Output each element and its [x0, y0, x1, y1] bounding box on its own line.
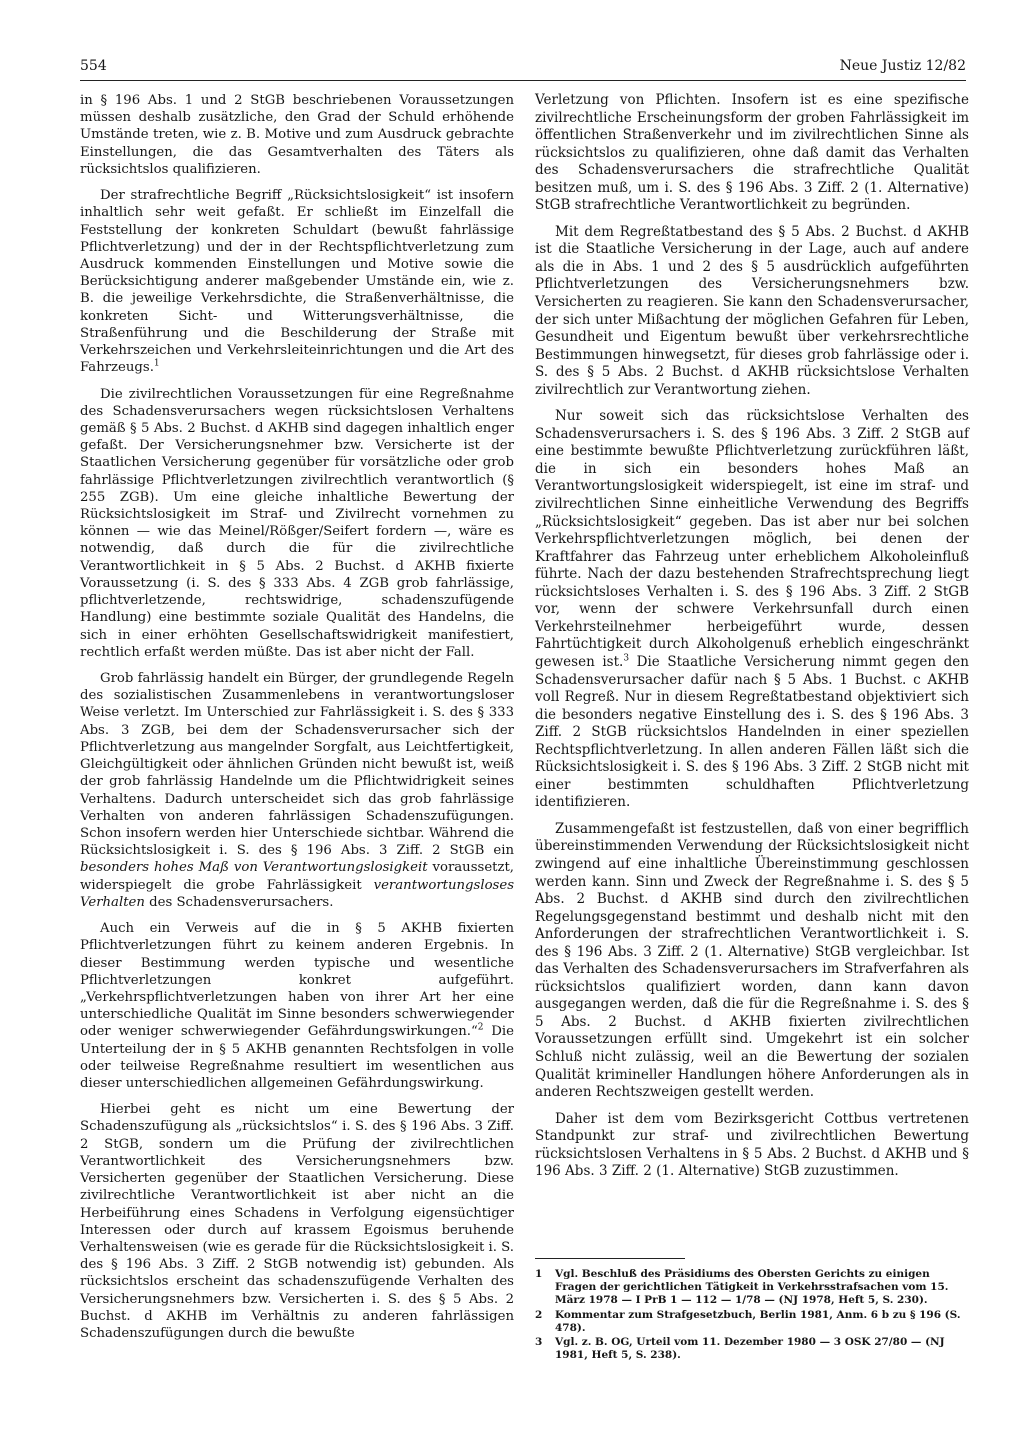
paragraph [80, 670, 514, 911]
emphasis: besonders hohes Maß von Verantwortungslosigkeit [80, 860, 428, 876]
paragraph-text: Grob fahrlässig handelt ein Bürger, der grundlegende Regeln des sozialistischen Zusammenlebens in verantwortungsloser Weise verletzt. Im Unterschied zur Fahrlässigkeit i. S. des § 333 Abs. 3 ZGB, bei dem der Schadensverursacher sich der Pflichtverletzung aus mangelnder Sorgfalt, aus Leichtfertigkeit, Gleichgültigkeit oder ähnlichen Gründen nicht bewußt ist, weiß der grob fahrlässig Handelnde um die Pflichtwidrigkeit seines Verhaltens. Dadurch unterscheidet sich das grob fahrlässige Verhalten von anderen fahrlässigen Schadenszufügungen. Schon insofern werden hier Unterschiede sichtbar. Während die Rücksichtslosigkeit i. S. des § 196 Abs. 3 Ziff. 2 StGB ein [80, 671, 514, 859]
paragraph: Daher ist dem vom Bezirksgericht Cottbus vertretenen Standpunkt zur straf- und zivilrechtlichen Bewertung rücksichtslosen Verhaltens in § 5 Abs. 2 Buchst. d AKHB und § 196 Abs. 3 Ziff. 2 (1. Alternative) StGB zuzustimmen. [535, 1110, 969, 1180]
footnote [535, 1268, 967, 1308]
footnote-text: Vgl. Beschluß des Präsidiums des Obersten Gerichts zu einigen Fragen der gerichtlichen Tätigkeit in Verkehrsstrafsachen vom 15. März 1978 — I PrB 1 — 112 — 1/78 — (NJ 1978, Heft 5, S. 230). [555, 1268, 949, 1307]
paragraph: Mit dem Regreßtatbestand des § 5 Abs. 2 Buchst. d AKHB ist die Staatliche Versicherung in der Lage, auch auf andere als die in Abs. 1 und 2 des § 5 ausdrücklich aufgeführten Pflichtverletzungen des Versicherungsnehmers bzw. Versicherten zu reagieren. Sie kann den Schadensverursacher, der sich unter Mißachtung der möglichen Gefahren für Leben, Gesundheit und Eigentum bewußt über verkehrsrechtliche Bestimmungen hinwegsetzt, für dieses grob fahrlässige oder i. S. des § 5 Abs. 2 Buchst. d AKHB rücksichtslose Verhalten zivilrechtlich zur Verantwortung ziehen. [535, 223, 969, 398]
paragraph-text: Die Unterteilung der in § 5 AKHB genannten Rechtsfolgen in volle oder teilweise Regreßnahme resultiert im wesentlichen aus dieser unterschiedlichen allgemeinen Gefährdungswirkung. [80, 1024, 514, 1092]
footnote-ref: 3 [623, 653, 630, 664]
paragraph: Zusammengefaßt ist festzustellen, daß von einer begrifflich übereinstimmenden Verwendung der Rücksichtslosigkeit nicht zwingend auf eine inhaltliche Übereinstimmung geschlossen werden kann. Sinn und Zweck der Regreßnahme i. S. des § 5 Abs. 2 Buchst. d AKHB sind durch den zivilrechtlichen Regelungsgegenstand bestimmt und deshalb nicht mit den Anforderungen der strafrechtlichen Verantwortlichkeit i. S. des § 196 Abs. 3 Ziff. 2 (1. Alternative) StGB vergleichbar. Ist das Verhalten des Schadensverursachers im Strafverfahren als rücksichtslos qualifiziert worden, dann kann davon ausgegangen werden, daß die für die Regreßnahme i. S. des § 5 Abs. 2 Buchst. d AKHB fixierten zivilrechtlichen Voraussetzungen erfüllt sind. Umgekehrt ist ein solcher Schluß nicht zulässig, weil an die Bewertung der sozialen Qualität krimineller Handlungen höhere Anforderungen als in anderen Rechtszweigen gestellt werden. [535, 820, 969, 1101]
paragraph [80, 187, 514, 376]
emphasis: verantwortungsloses Verhalten [80, 877, 514, 910]
footnote [535, 1309, 967, 1335]
left-column [80, 92, 514, 1351]
paragraph: Verletzung von Pflichten. Insofern ist es eine spezifische zivilrechtliche Erscheinungsform der groben Fahrlässigkeit im öffentlichen Straßenverkehr und im zivilrechtlichen Sinne als rücksichtslos zu qualifizieren, ohne daß damit das Verhalten des Schadensverursachers die strafrechtliche Qualität besitzen muß, um i. S. des § 196 Abs. 3 Ziff. 2 (1. Alternative) StGB strafrechtliche Verantwortlichkeit zu begründen. [535, 92, 969, 214]
paragraph: Die zivilrechtlichen Voraussetzungen für eine Regreßnahme des Schadensverursachers wegen rücksichtslosen Verhaltens gemäß § 5 Abs. 2 Buchst. d AKHB sind dagegen inhaltlich enger gefaßt. Der Versicherungsnehmer bzw. Versicherte ist der Staatlichen Versicherung gegenüber für vorsätzliche oder grob fahrlässige Pflichtverletzungen zivilrechtlich verantwortlich (§ 255 ZGB). Um eine gleiche inhaltliche Bewertung der Rücksichtslosigkeit im Straf- und Zivilrecht vornehmen zu können — wie das Meinel/Rößger/Seifert fordern —, wäre es notwendig, daß durch die für die zivilrechtliche Verantwortlichkeit in § 5 Abs. 2 Buchst. d AKHB fixierte Voraussetzung (i. S. des § 333 Abs. 4 ZGB grob fahrlässige, pflichtverletzende, rechtswidrige, schadenszufügende Handlung) eine bestimmte soziale Qualität des Handelns, die sich in einer erhöhten Gesellschaftswidrigkeit manifestiert, rechtlich erfaßt werden müßte. Das ist aber nicht der Fall. [80, 386, 514, 660]
page-header [80, 58, 966, 81]
paragraph: in § 196 Abs. 1 und 2 StGB beschriebenen Voraussetzungen müssen deshalb zusätzliche, den Grad der Schuld erhöhende Umstände treten, wie z. B. Motive und zum Ausdruck gebrachte Einstellungen, die das Gesamtverhalten des Täters als rücksichtslos qualifizieren. [80, 93, 514, 177]
paragraph-text: Auch ein Verweis auf die in § 5 AKHB fixierten Pflichtverletzungen führt zu keinem anderen Ergebnis. In dieser Bestimmung werden typische und wesentliche Pflichtverletzungen konkret aufgeführt. „Verkehrspflichtverletzungen haben von ihrer Art her eine unterschiedliche Qualität im Sinne besonders schwerwiegender oder weniger schwerwiegender Gefährdungswirkungen.“ [80, 921, 514, 1040]
paragraph-text: Nur soweit sich das rücksichtslose Verhalten des Schadensverursachers i. S. des § 196 Abs. 3 Ziff. 2 StGB auf eine bestimmte bewußte Pflichtverletzung zurückführen läßt, die in sich ein besonders hohes Maß an Verantwortungslosigkeit widerspiegelt, ist eine im straf- und zivilrechtlichen Sinne einheitliche Verwendung des Begriffs „Rücksichtslosigkeit“ gegeben. Das ist aber nur bei solchen Verkehrspflichtverletzungen möglich, bei denen der Kraftfahrer das Fahrzeug unter erheblichem Alkoholeinfluß führte. Nach der dazu bestehenden Strafrechtsprechung liegt rücksichtsloses Verhalten i. S. des § 196 Abs. 3 Ziff. 2 StGB vor, wenn der schwere Verkehrsunfall durch einen Verkehrsteilnehmer herbeigeführt wurde, dessen Fahrtüchtigkeit durch Alkoholgenuß erheblich eingeschränkt gewesen ist. [535, 408, 969, 670]
paragraph-text: Der strafrechtliche Begriff „Rücksichtslosigkeit“ ist insofern inhaltlich sehr weit gefaßt. Er schließt im Einzelfall die Feststellung der konkreten Schuldart (bewußt fahrlässige Pflichtverletzung) und der in der Rechtspflichtverletzung zum Ausdruck kommenden Einstellungen und Motive sowie die Berücksichtigung anderer maßgebender Umstände ein, wie z. B. die jeweilige Verkehrsdichte, die Straßenverhältnisse, die konkreten Sicht- und Witterungsverhältnisse, die Straßenführung und die Beschilderung der Straße mit Verkehrszeichen und Verkehrsleiteinrichtungen und die Art des Fahrzeugs. [80, 188, 514, 376]
paragraph-text: Die Staatliche Versicherung nimmt gegen den Schadensverursacher dafür nach § 5 Abs. 1 Buchst. c AKHB voll Regreß. Nur in diesem Regreßtatbestand objektiviert sich die besonders negative Einstellung des i. S. des § 196 Abs. 3 Ziff. 2 StGB rücksichtslos Handelnden in einer speziellen Rechtspflichtverletzung. In allen anderen Fällen läßt sich die Rücksichtslosigkeit i. S. des § 196 Abs. 3 Ziff. 2 StGB nicht mit einer bestimmten schuldhaften Pflichtverletzung identifizieren. [535, 653, 969, 811]
footnotes [535, 1268, 967, 1363]
paragraph-text: des Schadensverursachers. [149, 894, 334, 910]
journal-issue: Neue Justiz 12/82 [839, 58, 966, 74]
paragraph [535, 408, 969, 812]
paragraph [80, 920, 514, 1092]
footnote [535, 1336, 967, 1362]
right-column [535, 92, 969, 1190]
footnote-number: 2 [535, 1308, 543, 1321]
footnote-divider [535, 1258, 685, 1259]
footnote-number: 3 [535, 1336, 543, 1349]
paragraph: Hierbei geht es nicht um eine Bewertung der Schadenszufügung als „rücksichtslos“ i. S. des § 196 Abs. 3 Ziff. 2 StGB, sondern um die Prüfung der zivilrechtlichen Verantwortlichkeit des Versicherungsnehmers bzw. Versicherten gegenüber der Staatlichen Versicherung. Diese zivilrechtliche Verantwortlichkeit ist aber nicht an die Herbeiführung eines Schadens in Verfolgung eigensüchtiger Interessen oder durch auf krassem Egoismus beruhende Verhaltensweisen (wie es gerade für die Rücksichtslosigkeit i. S. des § 196 Abs. 3 Ziff. 2 StGB notwendig ist) gebunden. Als rücksichtslos erscheint das schadenszufügende Verhalten des Versicherungsnehmers bzw. Versicherten i. S. des § 5 Abs. 2 Buchst. d AKHB im Verhältnis zu anderen fahrlässigen Schadenszufügungen durch die bewußte [80, 1102, 514, 1342]
page-number: 554 [80, 58, 107, 74]
paragraph-text: voraussetzt, widerspiegelt die grobe Fahrlässigkeit [80, 860, 514, 893]
footnote-number: 1 [535, 1268, 543, 1280]
footnote-text: Vgl. z. B. OG, Urteil vom 11. Dezember 1980 — 3 OSK 27/80 — (NJ 1981, Heft 5, S. 238). [555, 1336, 945, 1362]
footnote-ref: 2 [477, 1022, 484, 1033]
footnote-ref: 1 [153, 358, 160, 369]
footnote-text: Kommentar zum Strafgesetzbuch, Berlin 1981, Anm. 6 b zu § 196 (S. 478). [555, 1308, 961, 1334]
